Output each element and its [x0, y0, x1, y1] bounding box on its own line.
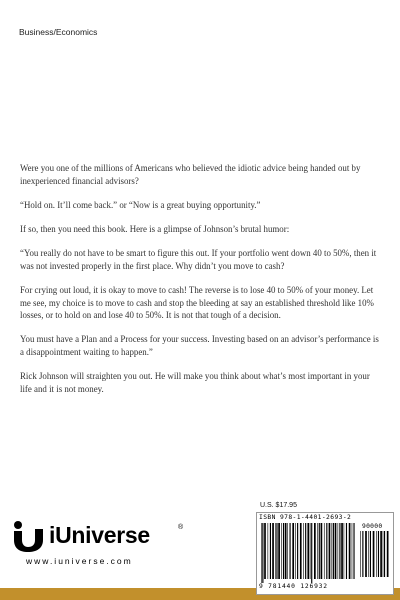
barcode-bar: [272, 523, 274, 579]
barcode-bar: [268, 523, 269, 579]
blurb-paragraph: “Hold on. It’ll come back.” or “Now is a great buying opportunity.”: [20, 199, 261, 210]
barcode-bar: [360, 531, 361, 577]
barcode-bar: [287, 523, 288, 579]
blurb-paragraph: Were you one of the millions of Americans who believed the idiotic advice being handed out by inexperienced financial advisors?: [20, 163, 361, 186]
barcode-bar: [346, 523, 347, 579]
genre-label: Business/Economics: [19, 27, 98, 37]
barcode-bar: [387, 531, 389, 577]
barcode-bar: [376, 531, 377, 577]
registered-mark: ®: [178, 524, 184, 531]
publisher-logo: [11, 520, 184, 560]
barcode-bar: [373, 531, 375, 577]
ean-digits: 9 781440 126932: [259, 583, 328, 590]
barcode-bar: [365, 531, 367, 577]
barcode-bar: [335, 523, 337, 579]
barcode-bar: [297, 523, 298, 579]
barcode-bar: [332, 523, 333, 579]
barcode-bar: [329, 523, 331, 579]
barcode-bar: [310, 523, 311, 579]
barcode-bar: [292, 523, 294, 579]
barcode-bar: [384, 531, 385, 577]
ean-barcode-bars: [261, 523, 357, 583]
blurb-paragraph: You must have a Plan and a Process for your success. Investing based on an advisor’s performance is a disappointment waiting to happen.”: [20, 334, 379, 357]
barcode-bar: [307, 523, 309, 579]
barcode-bar: [353, 523, 354, 579]
barcode-bar: [368, 531, 369, 577]
price-label: U.S. $17.95: [260, 502, 297, 509]
price-code-bars: [360, 531, 390, 583]
barcode-bar: [321, 523, 323, 579]
barcode-bar: [314, 523, 316, 579]
barcode-bar: [311, 523, 312, 583]
barcode-bar: [362, 531, 363, 577]
barcode-bar: [295, 523, 296, 579]
barcode-bar: [319, 523, 320, 579]
barcode-bar: [380, 531, 382, 577]
blurb-paragraph: Rick Johnson will straighten you out. He will make you think about what’s most important in your life and it is not money.: [20, 371, 370, 394]
barcode-bar: [349, 523, 351, 579]
barcode-bar: [275, 523, 276, 579]
barcode-bar: [341, 523, 343, 579]
barcode-bar: [276, 523, 277, 579]
barcode-bar: [270, 523, 271, 579]
barcode-bar: [326, 523, 327, 579]
publisher-name: iUniverse: [49, 522, 150, 548]
barcode-bar: [278, 523, 280, 579]
price-code: 90000: [362, 523, 383, 530]
barcode-bar: [290, 523, 291, 579]
barcode-bar: [264, 523, 266, 579]
barcode-bar: [370, 531, 371, 577]
barcode-bar: [383, 531, 384, 577]
iuniverse-logo-icon: [11, 520, 45, 552]
barcode-bar: [324, 523, 325, 579]
barcode-bar: [262, 523, 263, 583]
blurb-paragraph: “You really do not have to be smart to figure this out. If your portfolio went down 40 to 50%, then it was not invested properly in the first place. Why didn’t you move to cash?: [20, 248, 377, 271]
barcode-bar: [339, 523, 340, 579]
barcode-bar: [283, 523, 284, 579]
barcode-bar: [261, 523, 262, 583]
barcode-bar: [378, 531, 379, 577]
barcode-bar: [344, 523, 345, 579]
barcode-bar: [281, 523, 282, 579]
barcode-bar: [285, 523, 287, 579]
barcode-bar: [317, 523, 318, 579]
barcode-bar: [305, 523, 306, 579]
barcode-bar: [352, 523, 353, 579]
barcode-bar: [303, 523, 304, 579]
isbn-barcode: [256, 512, 394, 595]
blurb-paragraph: If so, then you need this book. Here is a glimpse of Johnson’s brutal humor:: [20, 223, 290, 234]
back-cover-blurb: [20, 162, 382, 407]
barcode-bar: [338, 523, 339, 579]
barcode-bar: [300, 523, 302, 579]
barcode-bar: [333, 523, 334, 579]
blurb-paragraph: For crying out loud, it is okay to move to cash! The reverse is to lose 40 to 50% of your money. Let me see, my choice is to move to cash and stop the bleeding at say an established threshold like 10% losses, or to hold on and lose 40 to 50%. It is not that tough of a decision.: [20, 284, 374, 321]
publisher-website: www.iuniverse.com: [26, 556, 133, 566]
isbn-number: ISBN 978-1-4401-2693-2: [259, 514, 352, 521]
